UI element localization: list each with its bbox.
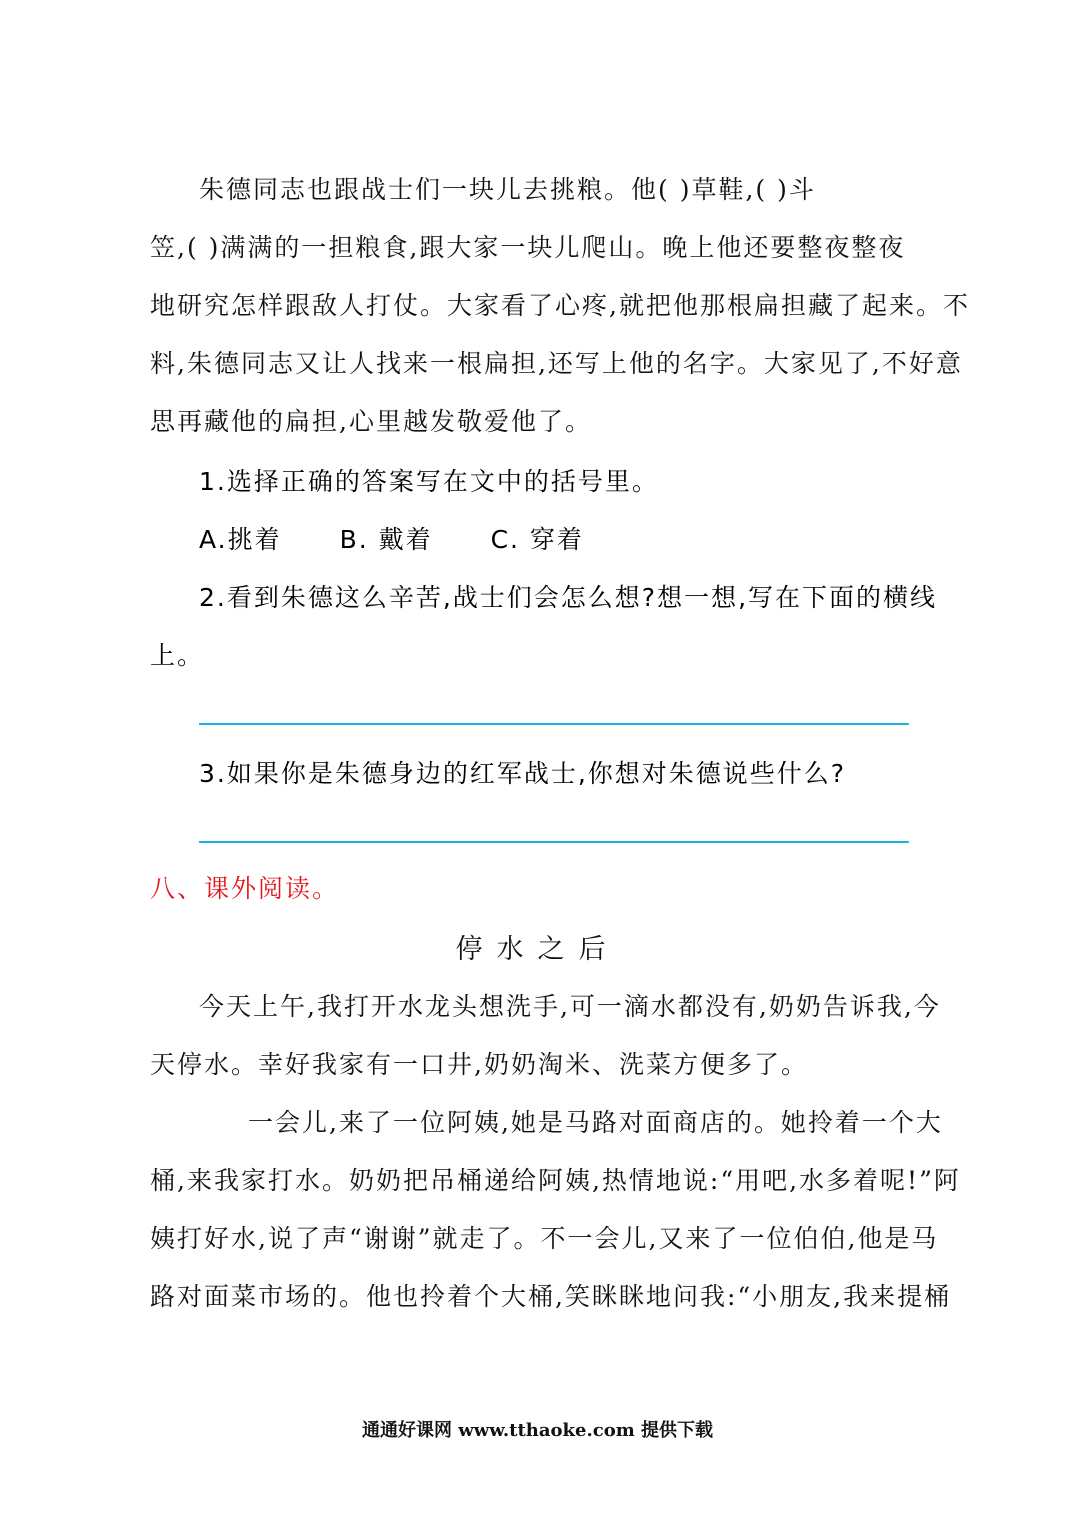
question-1: 1.选择正确的答案写在文中的括号里。 (199, 467, 659, 496)
story-title: 停水之后 (455, 934, 620, 965)
question-2-line-2: 上。 (150, 641, 205, 670)
option-a: A.挑着 (199, 525, 282, 554)
question-2-line-1: 2.看到朱德这么辛苦,战士们会怎么想?想一想,写在下面的横线 (199, 583, 938, 612)
story-line-3: 一会儿,来了一位阿姨,她是马路对面商店的。她拎着一个大 (248, 1108, 943, 1137)
answer-line-q2[interactable] (199, 723, 909, 725)
passage-line-1: 朱德同志也跟战士们一块儿去挑粮。他( )草鞋,( )斗 (199, 175, 816, 204)
passage-line-4: 料,朱德同志又让人找来一根扁担,还写上他的名字。大家见了,不好意 (150, 349, 963, 378)
question-3: 3.如果你是朱德身边的红军战士,你想对朱德说些什么? (199, 759, 847, 788)
question-1-options (199, 520, 632, 556)
answer-line-q3[interactable] (199, 841, 909, 843)
passage-line-3: 地研究怎样跟敌人打仗。大家看了心疼,就把他那根扁担藏了起来。不 (150, 291, 970, 320)
section-heading: 八、课外阅读。 (150, 874, 340, 903)
story-line-5: 姨打好水,说了声“谢谢”就走了。不一会儿,又来了一位伯伯,他是马 (150, 1224, 939, 1253)
story-line-4: 桶,来我家打水。奶奶把吊桶递给阿姨,热情地说:“用吧,水多着呢!”阿 (150, 1166, 961, 1195)
footer-credit: 通通好课网 www.tthaoke.com 提供下载 (361, 1420, 714, 1441)
option-b: B. 戴着 (339, 525, 433, 554)
passage-line-5: 思再藏他的扁担,心里越发敬爱他了。 (150, 407, 592, 436)
passage-line-2: 笠,( )满满的一担粮食,跟大家一块儿爬山。晚上他还要整夜整夜 (150, 233, 906, 262)
story-line-1: 今天上午,我打开水龙头想洗手,可一滴水都没有,奶奶告诉我,今 (199, 992, 941, 1021)
story-line-6: 路对面菜市场的。他也拎着个大桶,笑眯眯地问我:“小朋友,我来提桶 (150, 1282, 952, 1311)
option-c: C. 穿着 (490, 525, 584, 554)
story-line-2: 天停水。幸好我家有一口井,奶奶淘米、洗菜方便多了。 (150, 1050, 808, 1079)
